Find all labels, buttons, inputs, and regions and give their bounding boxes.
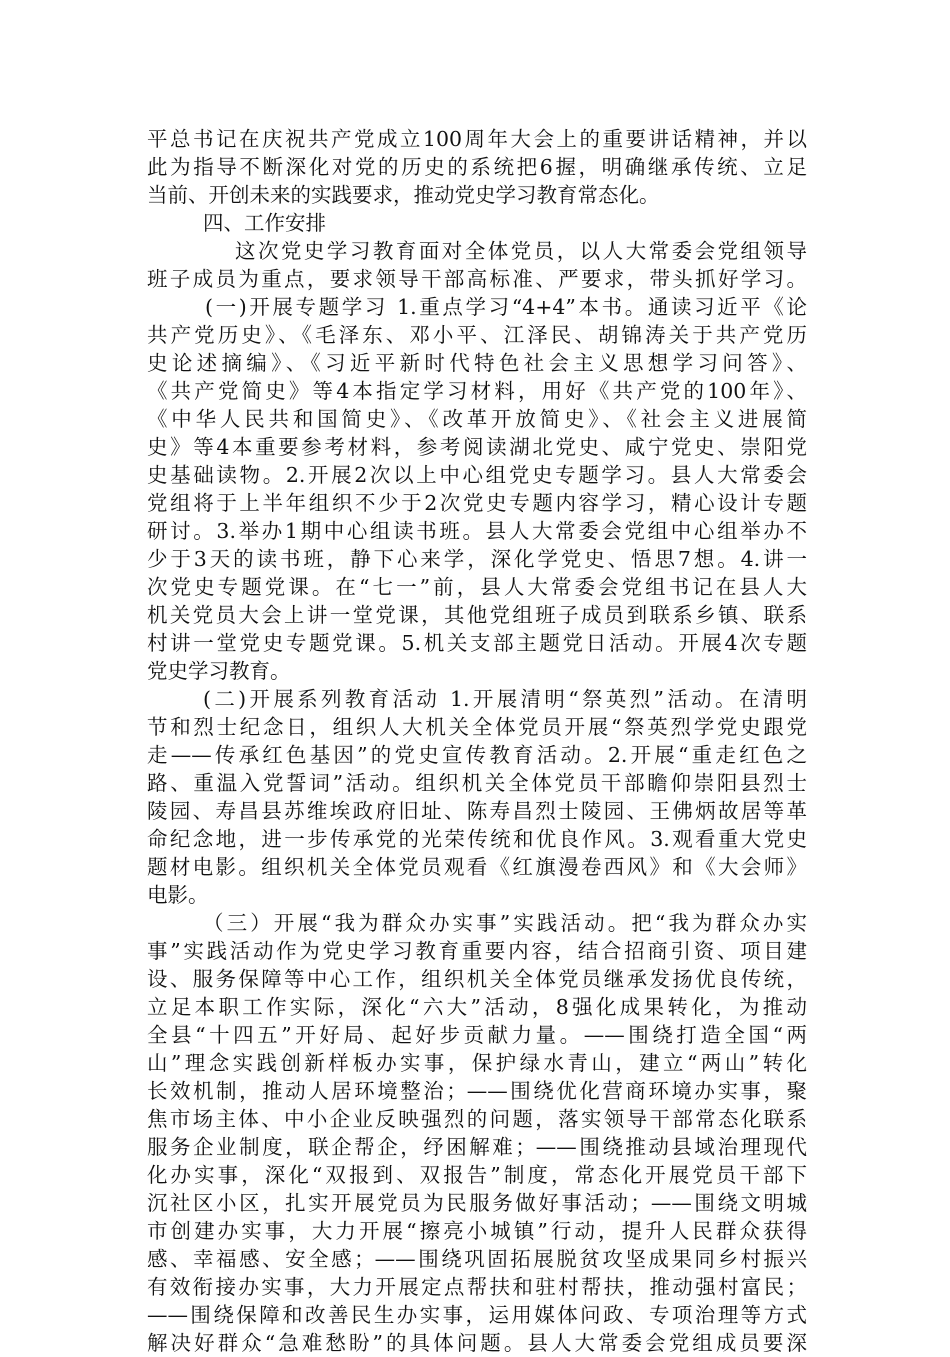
text-line: 少于3天的读书班，静下心来学，深化学党史、悟思7想。4.讲一: [147, 547, 807, 571]
text-line: 四、工作安排: [203, 211, 326, 235]
text-line: 史论述摘编》、《习近平新时代特色社会主义思想学习问答》、: [147, 351, 807, 375]
text-line: 长效机制，推动人居环境整治；——围绕优化营商环境办实事，聚: [147, 1079, 807, 1103]
text-line: 感、幸福感、安全感；——围绕巩固拓展脱贫攻坚成果同乡村振兴: [147, 1247, 807, 1271]
text-line: 史》等4本重要参考材料，参考阅读湖北党史、咸宁党史、崇阳党: [147, 435, 807, 459]
text-line: 班子成员为重点，要求领导干部高标准、严要求，带头抓好学习。: [147, 267, 807, 291]
text-line: 题材电影。组织机关全体党员观看《红旗漫卷西风》和《大会师》: [147, 855, 807, 879]
text-line: 焦市场主体、中小企业反映强烈的问题，落实领导干部常态化联系: [147, 1107, 807, 1131]
text-line: 党组将于上半年组织不少于2次党史专题内容学习，精心设计专题: [147, 491, 807, 515]
text-line: 走——传承红色基因”的党史宣传教育活动。2.开展“重走红色之: [147, 743, 807, 767]
text-line: 村讲一堂党史专题党课。5.机关支部主题党日活动。开展4次专题: [147, 631, 807, 655]
text-line: (二)开展系列教育活动 1.开展清明“祭英烈”活动。在清明: [203, 687, 807, 711]
text-line: 当前、开创未来的实践要求，推动党史学习教育常态化。: [147, 183, 660, 207]
text-line: 次党史专题党课。在“七一”前，县人大常委会党组书记在县人大: [147, 575, 807, 599]
text-line: 《中华人民共和国简史》、《改革开放简史》、《社会主义进展简: [147, 407, 807, 431]
text-line: 《共产党简史》等4本指定学习材料，用好《共产党的100年》、: [147, 379, 807, 403]
text-line: 全县“十四五”开好局、起好步贡献力量。——围绕打造全国“两: [147, 1023, 807, 1047]
text-line: 服务企业制度，联企帮企，纾困解难；——围绕推动县域治理现代: [147, 1135, 807, 1159]
text-line: 沉社区小区，扎实开展党员为民服务做好事活动；——围绕文明城: [147, 1191, 807, 1215]
text-line: 路、重温入党誓词”活动。组织机关全体党员干部瞻仰崇阳县烈士: [147, 771, 807, 795]
text-line: 解决好群众“急难愁盼”的具体问题。县人大常委会党组成员要深: [147, 1331, 807, 1355]
document-body: [147, 125, 807, 1357]
text-line: 研讨。3.举办1期中心组读书班。县人大常委会党组中心组举办不: [147, 519, 807, 543]
text-line: （三）开展“我为群众办实事”实践活动。把“我为群众办实: [203, 911, 807, 935]
text-line: 这次党史学习教育面对全体党员，以人大常委会党组领导: [235, 239, 807, 263]
text-line: 此为指导不断深化对党的历史的系统把6握，明确继承传统、立足: [147, 155, 807, 179]
text-line: 史基础读物。2.开展2次以上中心组党史专题学习。县人大常委会: [147, 463, 807, 487]
text-line: 立足本职工作实际，深化“六大”活动，8强化成果转化，为推动: [147, 995, 807, 1019]
text-line: 机关党员大会上讲一堂党课，其他党组班子成员到联系乡镇、联系: [147, 603, 807, 627]
text-line: 陵园、寿昌县苏维埃政府旧址、陈寿昌烈士陵园、王佛炳故居等革: [147, 799, 807, 823]
text-line: 命纪念地，进一步传承党的光荣传统和优良作风。3.观看重大党史: [147, 827, 807, 851]
text-line: 市创建办实事，大力开展“擦亮小城镇”行动，提升人民群众获得: [147, 1219, 807, 1243]
text-line: 山”理念实践创新样板办实事，保护绿水青山，建立“两山”转化: [147, 1051, 807, 1075]
text-line: 节和烈士纪念日，组织人大机关全体党员开展“祭英烈学党史跟党: [147, 715, 807, 739]
text-line: 电影。: [147, 883, 209, 907]
text-line: 事”实践活动作为党史学习教育重要内容，结合招商引资、项目建: [147, 939, 807, 963]
text-line: 平总书记在庆祝共产党成立100周年大会上的重要讲话精神，并以: [147, 127, 807, 151]
text-line: 党史学习教育。: [147, 659, 291, 683]
text-line: 化办实事，深化“双报到、双报告”制度，常态化开展党员干部下: [147, 1163, 807, 1187]
text-line: 有效衔接办实事，大力开展定点帮扶和驻村帮扶，推动强村富民；: [147, 1275, 807, 1299]
text-line: 设、服务保障等中心工作，组织机关全体党员继承发扬优良传统，: [147, 967, 807, 991]
text-line: (一)开展专题学习 1.重点学习“4+4”本书。通读习近平《论: [205, 295, 807, 319]
text-line: 共产党历史》、《毛泽东、邓小平、江泽民、胡锦涛关于共产党历: [147, 323, 807, 347]
text-line: ——围绕保障和改善民生办实事，运用媒体问政、专项治理等方式: [147, 1303, 807, 1327]
